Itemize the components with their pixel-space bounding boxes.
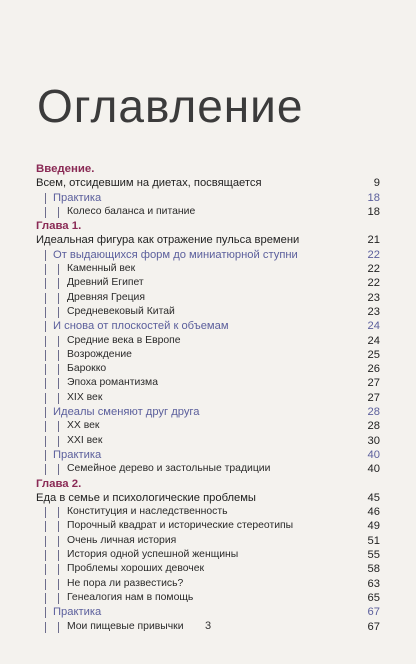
indent-bar	[45, 336, 46, 347]
indent-bar	[45, 293, 46, 304]
indent-bar	[58, 521, 59, 532]
toc-entry-title: Идеалы сменяют друг друга	[53, 406, 200, 419]
toc-entry-page: 40	[367, 463, 380, 476]
toc-entry-title: Проблемы хороших девочек	[67, 563, 205, 575]
toc-entry-page: 28	[367, 406, 380, 419]
toc-entry-sub	[36, 262, 380, 276]
indent-bar	[58, 393, 59, 404]
toc-entry-title: XXI век	[67, 434, 103, 446]
toc-entry-title: Генеалогия нам в помощь	[67, 591, 194, 603]
toc-entry-title: Всем, отсидевшим на диетах, посвящается	[36, 177, 262, 190]
toc-entry-sub	[36, 348, 380, 362]
toc-entry-sub	[36, 362, 380, 376]
indent-bar	[45, 564, 46, 575]
toc-entry-title: XX век	[67, 420, 100, 432]
toc-entry-sub	[36, 434, 380, 448]
toc-entry-title: Введение.	[36, 163, 95, 175]
toc-entry-page: 27	[367, 377, 380, 390]
indent-bar	[58, 364, 59, 375]
toc-entry-title: Практика	[53, 191, 102, 204]
toc-entry-page: 30	[367, 434, 380, 447]
toc-entry-title: Семейное дерево и застольные традиции	[67, 463, 271, 475]
toc-entry-page: 67	[367, 606, 380, 619]
toc-entry-sec	[36, 319, 380, 333]
indent-bar	[45, 378, 46, 389]
indent-bar	[58, 264, 59, 275]
toc-entry-page: 18	[367, 205, 380, 218]
toc-entry-page: 22	[367, 277, 380, 290]
toc-entry-title: Идеальная фигура как отражение пульса времени	[36, 234, 300, 247]
toc-entry-title: Не пора ли развестись?	[67, 577, 184, 589]
indent-bar	[58, 350, 59, 361]
toc-entry-sub	[36, 562, 380, 576]
toc-entry-chapter	[36, 162, 380, 176]
toc-entry-page: 21	[367, 234, 380, 247]
toc-entry-title: Барокко	[67, 363, 107, 375]
toc-entry-main	[36, 491, 380, 505]
indent-bar	[58, 464, 59, 475]
toc-entry-sub	[36, 591, 380, 605]
indent-bar	[58, 550, 59, 561]
indent-bar	[45, 321, 46, 332]
indent-bar	[58, 378, 59, 389]
toc-entry-sec	[36, 605, 380, 619]
indent-bar	[45, 207, 46, 218]
indent-bar	[45, 536, 46, 547]
toc-entry-page: 27	[367, 391, 380, 404]
toc-entry-page: 67	[367, 620, 380, 633]
toc-entry-title: XIX век	[67, 391, 103, 403]
toc-entry-title: Очень личная история	[67, 534, 177, 546]
toc-entry-title: Порочный квадрат и исторические стереотипы	[67, 520, 294, 532]
toc-entry-title: Еда в семье и психологические проблемы	[36, 491, 256, 504]
toc-entry-title: Глава 1.	[36, 220, 82, 233]
indent-bar	[45, 593, 46, 604]
indent-bar	[45, 307, 46, 318]
toc-entry-page: 24	[367, 320, 380, 333]
toc-entry-page: 9	[373, 177, 380, 190]
toc-entry-sub	[36, 505, 380, 519]
toc-entry-title: Средние века в Европе	[67, 334, 181, 346]
toc-entry-sub	[36, 577, 380, 591]
indent-bar	[45, 407, 46, 418]
toc-entry-page: 25	[367, 348, 380, 361]
toc-entry-sec	[36, 248, 380, 262]
toc-entry-page: 55	[367, 549, 380, 562]
toc-entry-page: 28	[367, 420, 380, 433]
toc-entry-page: 23	[367, 305, 380, 318]
toc-entry-sub	[36, 205, 380, 219]
indent-bar	[58, 307, 59, 318]
indent-bar	[58, 507, 59, 518]
indent-bar	[58, 593, 59, 604]
toc-entry-title: Конституция и наследственность	[67, 506, 228, 518]
toc-entry-sub	[36, 519, 380, 533]
indent-bar	[45, 264, 46, 275]
indent-bar	[58, 421, 59, 432]
toc-entry-title: Колесо баланса и питание	[67, 205, 196, 217]
toc-entry-page: 51	[367, 534, 380, 547]
indent-bar	[45, 450, 46, 461]
toc-entry-sub	[36, 334, 380, 348]
toc-entry-page: 65	[367, 591, 380, 604]
toc-entry-title: Глава 2.	[36, 477, 82, 490]
indent-bar	[58, 207, 59, 218]
toc-entry-sub	[36, 391, 380, 405]
indent-bar	[58, 536, 59, 547]
toc-entry-page: 22	[367, 263, 380, 276]
indent-bar	[45, 393, 46, 404]
toc-entry-sub	[36, 305, 380, 319]
toc-entry-sub	[36, 534, 380, 548]
indent-bar	[45, 193, 46, 204]
toc-entry-title: Эпоха романтизма	[67, 377, 158, 389]
toc-entry-page: 26	[367, 363, 380, 376]
toc-entry-sec	[36, 191, 380, 205]
toc-entry-page: 63	[367, 577, 380, 590]
toc-entry-title: И снова от плоскостей к объемам	[53, 320, 229, 333]
toc-entry-title: Средневековый Китай	[67, 305, 175, 317]
indent-bar	[45, 421, 46, 432]
toc-entry-title: Древняя Греция	[67, 291, 145, 303]
toc-entry-sub	[36, 376, 380, 390]
toc-entry-title: Практика	[53, 448, 102, 461]
toc-entry-sub	[36, 276, 380, 290]
indent-bar	[45, 579, 46, 590]
toc-entry-page: 46	[367, 506, 380, 519]
toc-entry-sub	[36, 419, 380, 433]
toc-entry-sec	[36, 405, 380, 419]
toc-entry-sub	[36, 462, 380, 476]
indent-bar	[58, 436, 59, 447]
toc-entry-page: 49	[367, 520, 380, 533]
toc-entry-page: 18	[367, 191, 380, 204]
indent-bar	[45, 278, 46, 289]
indent-bar	[45, 607, 46, 618]
indent-bar	[58, 278, 59, 289]
toc-entry-page: 58	[367, 563, 380, 576]
toc-entry-sub	[36, 548, 380, 562]
toc-entry-title: История одной успешной женщины	[67, 549, 239, 561]
toc-entry-chapter	[36, 219, 380, 233]
toc-entry-title: От выдающихся форм до миниатюрной ступни	[53, 248, 298, 261]
indent-bar	[45, 436, 46, 447]
toc-entry-page: 23	[367, 291, 380, 304]
indent-bar	[45, 350, 46, 361]
toc-entry-sub	[36, 291, 380, 305]
toc-entry-page: 22	[367, 248, 380, 261]
indent-bar	[45, 521, 46, 532]
toc-entry-title: Возрождение	[67, 348, 132, 360]
toc-entry-title: Практика	[53, 606, 102, 619]
indent-bar	[58, 579, 59, 590]
indent-bar	[58, 293, 59, 304]
toc-entry-title: Мои пищевые привычки	[67, 620, 184, 632]
indent-bar	[45, 364, 46, 375]
toc-entry-chapter	[36, 477, 380, 491]
toc-entry-title: Каменный век	[67, 263, 136, 275]
page-number: 3	[204, 620, 212, 632]
toc-entry-title: Древний Египет	[67, 277, 144, 289]
toc-entry-page: 45	[367, 491, 380, 504]
indent-bar	[45, 507, 46, 518]
indent-bar	[58, 564, 59, 575]
toc-entry-page: 40	[367, 448, 380, 461]
toc-entry-main	[36, 176, 380, 190]
indent-bar	[45, 550, 46, 561]
indent-bar	[45, 464, 46, 475]
toc-entry-sec	[36, 448, 380, 462]
toc-entry-page: 24	[367, 334, 380, 347]
indent-bar	[45, 250, 46, 261]
page-title: Оглавление	[37, 80, 304, 132]
toc-entry-main	[36, 233, 380, 247]
indent-bar	[58, 336, 59, 347]
table-of-contents	[36, 162, 380, 634]
